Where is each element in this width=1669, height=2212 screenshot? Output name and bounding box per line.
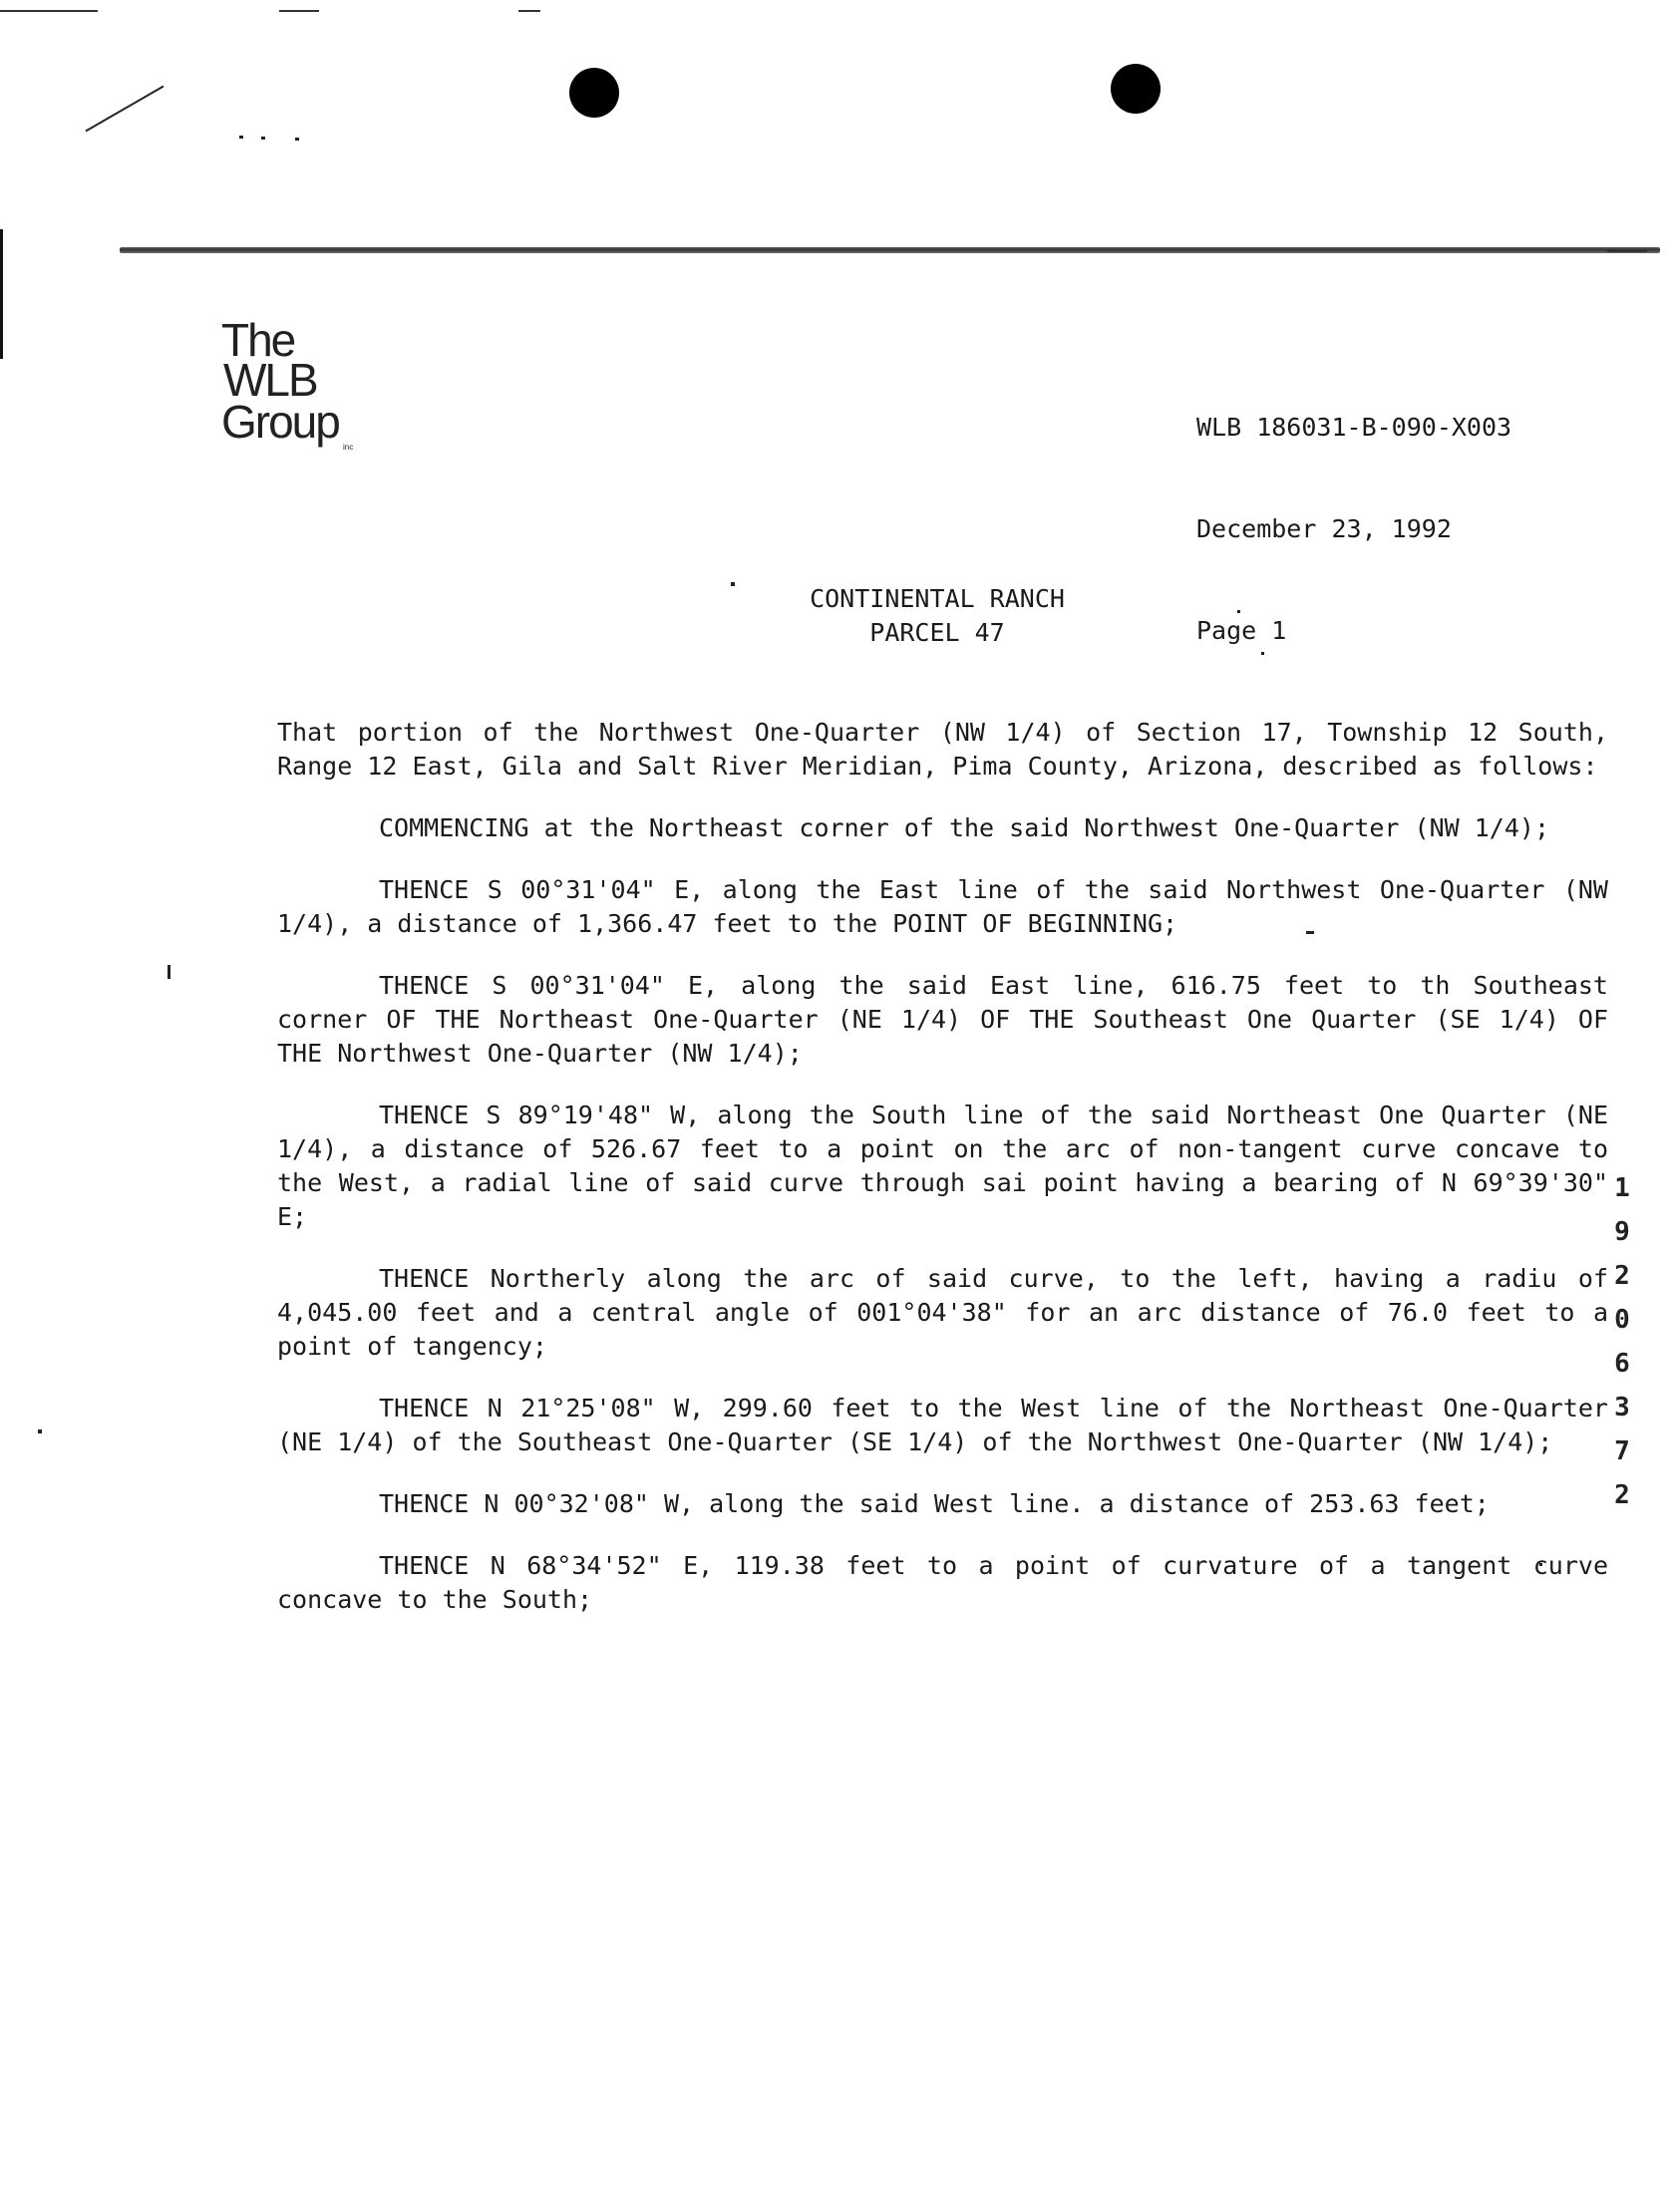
course-paragraph: THENCE N 68°34'52" E, 119.38 feet to a point of curvature of a tangent curve concave to the South; [277, 1551, 1608, 1614]
recording-digit: 6 [1614, 1349, 1630, 1379]
punch-hole [569, 68, 619, 118]
scan-mark [518, 10, 540, 12]
course-paragraph: THENCE N 21°25'08" W, 299.60 feet to the West line of the Northeast One-Quarter (NE 1/4) of the Southeast One-Quarter (SE 1/4) of the Northwest One-Quarter (NW 1/4); [277, 1394, 1608, 1456]
recording-digit: 2 [1614, 1480, 1630, 1510]
page-number: Page 1 [1196, 616, 1287, 645]
scan-mark [279, 10, 319, 12]
course-paragraph: THENCE S 89°19'48" W, along the South line of the said Northeast One Quarter (NE 1/4), a distance of 526.67 feet to a point on the arc of non-tangent curve concave to the West, a radial line of said curve through sai point having a bearing of N 69°39'30" E; [277, 1101, 1608, 1231]
intro-paragraph: That portion of the Northwest One-Quarter (NW 1/4) of Section 17, Township 12 South, Range 12 East, Gila and Salt River Meridian, Pima County, Arizona, described as follows: [277, 718, 1608, 781]
title-line-2: PARCEL 47 [869, 618, 1005, 647]
scan-mark [0, 10, 98, 12]
course-paragraph: THENCE N 00°32'08" W, along the said West line. a distance of 253.63 feet; [379, 1489, 1490, 1518]
recording-number-stamp [1607, 1166, 1637, 1517]
recording-digit: 1 [1614, 1173, 1630, 1203]
course-paragraph: THENCE S 00°31'04" E, along the said East line, 616.75 feet to th Southeast corner OF THE Northeast One-Quarter (NE 1/4) OF THE Southeast One Quarter (SE 1/4) OF THE Northwest One-Quarter (NW 1/4); [277, 971, 1608, 1068]
title-line-1: CONTINENTAL RANCH [810, 584, 1065, 613]
scan-edge [0, 229, 3, 359]
reference-block [1196, 343, 1511, 716]
legal-description [277, 716, 1608, 1645]
header-rule-end [1607, 249, 1647, 252]
company-logo [221, 314, 381, 457]
scan-speck [295, 138, 299, 141]
recording-digit: 7 [1614, 1436, 1630, 1466]
scan-speck [167, 965, 170, 979]
recording-digit: 0 [1614, 1305, 1630, 1335]
scan-speck [261, 137, 265, 140]
recording-digit: 9 [1614, 1217, 1630, 1247]
header-rule [120, 247, 1660, 253]
course-paragraph: THENCE Northerly along the arc of said curve, to the left, having a radiu of 4,045.00 feet and a central angle of 001°04'38" for an arc distance of 76.0 feet to a point of tangency; [277, 1264, 1608, 1361]
document-date: December 23, 1992 [1196, 514, 1452, 543]
course-paragraph: COMMENCING at the Northeast corner of the said Northwest One-Quarter (NW 1/4); [379, 813, 1549, 842]
recording-digit: 2 [1614, 1261, 1630, 1291]
punch-hole [1111, 64, 1161, 114]
scan-speck [86, 86, 165, 133]
course-paragraph: THENCE S 00°31'04" E, along the East line of the said Northwest One-Quarter (NW 1/4), a distance of 1,366.47 feet to the POINT OF BEGINNING; [277, 875, 1608, 938]
job-number: WLB 186031-B-090-X003 [1196, 413, 1512, 442]
logo-line-group: Group [221, 396, 339, 448]
recording-digit: 3 [1614, 1393, 1630, 1422]
scan-speck [38, 1429, 42, 1433]
logo-suffix: inc [343, 443, 354, 452]
document-title [698, 582, 1176, 650]
scan-speck [239, 136, 243, 139]
logo-line-wlb: WLB [223, 354, 317, 406]
logo-line-the: The [221, 314, 295, 366]
